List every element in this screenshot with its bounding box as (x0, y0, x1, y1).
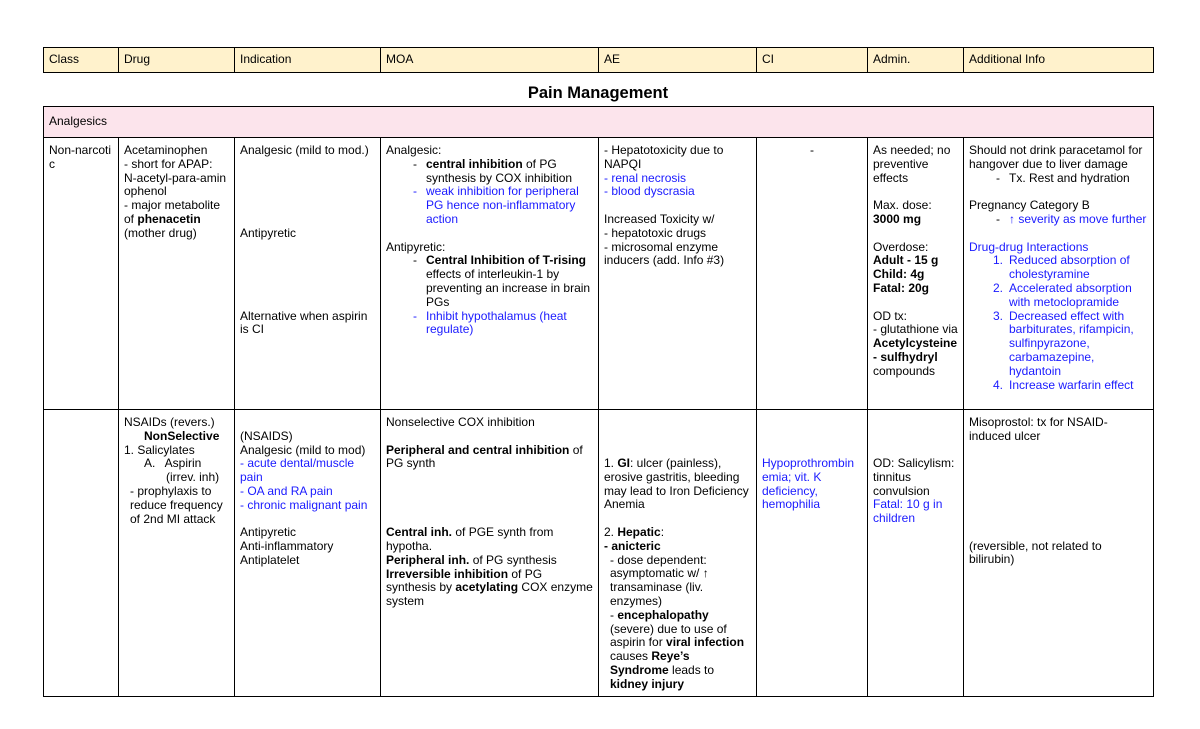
admin-cell (868, 410, 964, 697)
column-header-table (43, 47, 1154, 73)
section-row (44, 107, 1154, 138)
list-item: - Inhibit hypothalamus (heat regulate) (413, 308, 567, 337)
info-cell (964, 410, 1154, 697)
indication-item: (NSAIDS) (240, 428, 293, 443)
ae-bold: kidney injury (610, 676, 685, 691)
column-header-row (44, 48, 1154, 73)
moa-text: effects of interleukin-1 by preventing an increase in brain PGs (426, 267, 591, 309)
ae-text: : ulcer (painless), erosive gastritis, bleeding may lead to Iron Deficiency Anemia (604, 456, 749, 512)
admin-item: Adult - 15 g (873, 253, 939, 268)
indication-item: Anti-inflammatory (240, 539, 334, 554)
moa-bold: Central Inhibition of T-rising (426, 253, 586, 268)
ae-bold: Reye’s Syndrome (610, 649, 690, 677)
drug-table (43, 106, 1154, 697)
indication-item: Antipyretic (240, 525, 297, 540)
ae-cell (599, 138, 757, 410)
ae-text: - (610, 607, 618, 622)
drug-note: 1. Salicylates (124, 442, 195, 457)
list-item: 2. Accelerated absorption with metoclopramide (992, 280, 1132, 309)
col-drug: Drug (119, 48, 235, 73)
moa-cell (381, 410, 599, 697)
drug-note: - prophylaxis to reduce frequency of 2nd MI attack (130, 483, 223, 526)
moa-bold: Central inh. (386, 525, 453, 540)
admin-item: OD tx: (873, 308, 908, 323)
class-cell (44, 410, 119, 697)
indication-cell (235, 410, 381, 697)
indication-item: Analgesic (mild to mod) (240, 442, 366, 457)
moa-bold: central inhibition (426, 156, 523, 171)
moa-text: COX enzyme system (386, 580, 593, 609)
info-text: ↑ severity as move further (1009, 211, 1147, 226)
moa-text: of PGE synth from hypotha. (386, 525, 554, 553)
moa-cell (381, 138, 599, 410)
col-ci: CI (757, 48, 868, 73)
class-cell: Non-narcoti c (44, 138, 119, 410)
moa-text: of PG synth (386, 442, 583, 471)
moa-text: Inhibit hypothalamus (heat regulate) (426, 308, 567, 337)
ae-bold: encephalopathy (617, 607, 709, 622)
drug-note: N-acetyl-para-amin ophenol (124, 170, 227, 199)
admin-item: Max. dose: (873, 198, 932, 213)
drug-name: NSAIDs (revers.) (124, 415, 215, 429)
section-label: Analgesics (44, 107, 1154, 138)
drug-note: (irrev. inh) (166, 470, 220, 485)
ae-item: Increased Toxicity w/ (604, 211, 715, 226)
table-row (44, 410, 1154, 697)
list-item: - weak inhibition for peripheral PG hence non-inflammatory action (413, 184, 579, 226)
drug-note: - short for APAP: (124, 156, 213, 171)
moa-text: weak inhibition for peripheral PG hence non-inflammatory action (426, 184, 579, 226)
moa-item (386, 554, 593, 568)
list-item: - central inhibition of PG synthesis by COX inhibition (413, 156, 573, 185)
moa-item (386, 526, 593, 554)
moa-bold: Peripheral inh. (386, 552, 470, 567)
indication-item: Antipyretic (240, 225, 297, 240)
admin-item: OD: Salicylism: tinnitus convulsion (873, 456, 955, 498)
ae-item: - dose dependent: asymptomatic w/ ↑ transaminase (liv. enzymes) (610, 552, 709, 608)
moa-heading: Antipyretic: (386, 239, 446, 254)
ae-item: - microsomal enzyme inducers (add. Info #3) (604, 239, 725, 268)
col-additional-info: Additional Info (964, 48, 1154, 73)
admin-cell (868, 138, 964, 410)
indication-item: - OA and RA pain (240, 483, 333, 498)
ae-num: 1. (604, 456, 618, 470)
col-indication: Indication (235, 48, 381, 73)
moa-heading: Analgesic: (386, 143, 442, 157)
ae-item: - renal necrosis (604, 170, 687, 185)
admin-item: - glutathione via (873, 322, 958, 337)
info-text: Reduced absorption of cholestyramine (1009, 253, 1130, 282)
drug-note: (mother drug) (124, 225, 197, 240)
ae-text: (severe) due to use of aspirin for (610, 621, 727, 650)
info-item: (reversible, not related to bilirubin) (969, 538, 1102, 567)
drug-name: Acetaminophen (124, 143, 208, 157)
drug-note (124, 199, 229, 227)
indication-item: Analgesic (mild to mod.) (240, 143, 369, 157)
ae-bold: viral infection (666, 635, 745, 650)
ae-bold: GI (617, 456, 631, 470)
ae-text: : (660, 524, 665, 539)
ae-cell (599, 410, 757, 697)
admin-item: Overdose: (873, 239, 929, 254)
ci-cell (757, 410, 868, 697)
ci-item: Hypoprothrombin emia; vit. K deficiency, hemophilia (762, 456, 855, 512)
ae-item: - Hepatotoxicity due to NAPQI (604, 143, 724, 171)
drug-note: NonSelective (144, 428, 220, 443)
ae-item (604, 526, 751, 540)
col-ae: AE (599, 48, 757, 73)
admin-item: Acetylcysteine (873, 336, 958, 351)
info-item: Misoprostol: tx for NSAID-induced ulcer (969, 415, 1108, 443)
moa-bold: Irreversible inhibition (386, 566, 509, 581)
admin-item: 3000 mg (873, 211, 922, 226)
admin-item: Fatal: 10 g in children (873, 497, 943, 526)
col-class: Class (44, 48, 119, 73)
indication-cell (235, 138, 381, 410)
admin-item: As needed; no preventive effects (873, 143, 951, 185)
col-admin: Admin. (868, 48, 964, 73)
indication-item: - acute dental/muscle pain (240, 456, 355, 485)
ae-text: causes (610, 649, 652, 664)
ae-item (604, 457, 751, 512)
indication-item: Antiplatelet (240, 552, 300, 567)
moa-bold: acetylating (455, 580, 519, 595)
list-item: 1. Reduced absorption of cholestyramine (992, 253, 1130, 282)
drug-note: A. Aspirin (144, 456, 202, 471)
ae-item: - hepatotoxic drugs (604, 225, 707, 240)
info-item: Drug-drug Interactions (969, 239, 1089, 254)
moa-item (386, 444, 593, 472)
moa-text: of PG synthesis by (386, 566, 543, 595)
col-moa: MOA (381, 48, 599, 73)
ae-num: 2. (604, 524, 618, 539)
drug-cell (119, 138, 235, 410)
indication-item: - chronic malignant pain (240, 497, 368, 512)
list-item: 3. Decreased effect with barbiturates, rifampicin, sulfinpyrazone, carbamazepine, hydantoin (992, 308, 1134, 378)
info-text: Accelerated absorption with metoclopramide (1009, 280, 1132, 309)
list-item: - Central Inhibition of T-rising effects of interleukin-1 by preventing an increase in brain PGs (413, 253, 591, 309)
ae-item: - blood dyscrasia (604, 184, 695, 199)
page-title: Pain Management (527, 84, 669, 102)
admin-item: - sulfhydryl (873, 349, 938, 364)
ae-bold: Hepatic (617, 524, 661, 539)
ae-text: leads to (668, 662, 715, 677)
info-item: Pregnancy Category B (969, 198, 1090, 213)
moa-text: of PG synthesis (469, 552, 557, 567)
drug-cell (119, 410, 235, 697)
admin-item: Child: 4g (873, 267, 925, 282)
info-item: Should not drink paracetamol for hangover due to liver damage (969, 143, 1143, 171)
moa-item (386, 568, 593, 609)
ae-item: - anicteric (604, 538, 661, 553)
moa-item: Nonselective COX inhibition (386, 415, 535, 429)
moa-text: of PG synthesis by COX inhibition (426, 156, 573, 185)
ci-cell: - (757, 138, 868, 410)
moa-bold: Peripheral and central inhibition (386, 442, 570, 457)
list-item: 4. Increase warfarin effect (992, 377, 1134, 392)
admin-item: Fatal: 20g (873, 280, 930, 295)
ae-item (604, 609, 751, 692)
list-item: - Tx. Rest and hydration (996, 170, 1130, 185)
drug-note-text: - major metabolite of (124, 198, 221, 226)
info-text: Decreased effect with barbiturates, rifampicin, sulfinpyrazone, carbamazepine, hydantoin (1009, 308, 1134, 378)
admin-item: compounds (873, 363, 936, 378)
drug-note-bold: phenacetin (137, 211, 201, 226)
table-row (44, 138, 1154, 410)
indication-item: Alternative when aspirin is CI (240, 308, 368, 337)
info-text: Tx. Rest and hydration (1009, 170, 1130, 185)
info-text: Increase warfarin effect (1009, 377, 1134, 392)
info-cell (964, 138, 1154, 410)
list-item: - ↑ severity as move further (996, 211, 1147, 226)
